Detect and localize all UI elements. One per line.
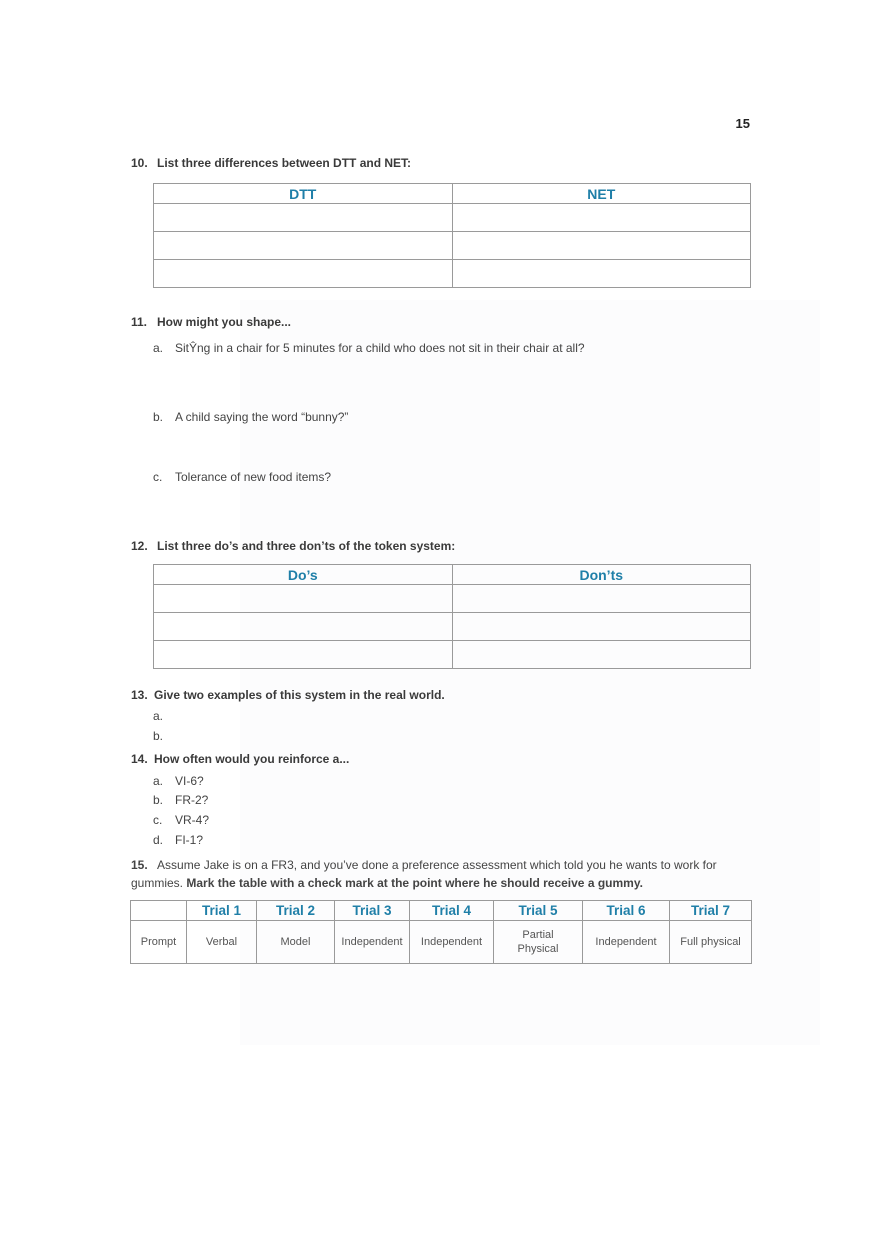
question-number: 15. xyxy=(131,858,148,872)
table-header-trial-6: Trial 6 xyxy=(583,901,670,921)
page-number: 15 xyxy=(735,116,750,131)
question-number: 10. xyxy=(131,156,148,170)
prompt-cell[interactable]: Independent xyxy=(335,921,410,964)
question-number: 14. xyxy=(131,752,148,766)
answer-cell[interactable] xyxy=(154,260,453,288)
list-item xyxy=(153,470,331,484)
table-header-trial-7: Trial 7 xyxy=(670,901,752,921)
prompt-cell[interactable]: Full physical xyxy=(670,921,752,964)
answer-cell[interactable] xyxy=(452,613,751,641)
prompt-cell[interactable]: Independent xyxy=(583,921,670,964)
question-text: Give two examples of this system in the real world. xyxy=(154,688,445,702)
item-label: b. xyxy=(153,410,164,424)
question-12 xyxy=(131,539,455,553)
question-11 xyxy=(131,315,291,329)
answer-cell[interactable] xyxy=(452,204,751,232)
item-text: FR-2? xyxy=(175,793,209,807)
list-item xyxy=(153,774,204,788)
answer-cell[interactable] xyxy=(154,232,453,260)
table-header-net: NET xyxy=(452,184,751,204)
answer-cell[interactable] xyxy=(154,204,453,232)
answer-cell[interactable] xyxy=(154,641,453,669)
table-header-trial-3: Trial 3 xyxy=(335,901,410,921)
list-item xyxy=(153,793,208,807)
prompt-cell[interactable]: Verbal xyxy=(187,921,257,964)
prompt-cell[interactable]: Independent xyxy=(410,921,494,964)
question-14 xyxy=(131,752,349,766)
question-15 xyxy=(131,856,741,892)
question-text: List three do’s and three don’ts of the token system: xyxy=(157,539,456,553)
answer-cell[interactable] xyxy=(452,641,751,669)
item-label: c. xyxy=(153,470,163,484)
list-item xyxy=(153,833,203,847)
question-number: 13. xyxy=(131,688,148,702)
table-row xyxy=(131,921,752,964)
question-10 xyxy=(131,156,411,170)
question-text: How might you shape... xyxy=(157,315,292,329)
question-text: List three differences between DTT and NET: xyxy=(157,156,412,170)
table-header-trial-5: Trial 5 xyxy=(494,901,583,921)
question-13 xyxy=(131,688,445,702)
item-text: VR-4? xyxy=(175,813,210,827)
list-item xyxy=(153,341,585,355)
table-header-blank xyxy=(131,901,187,921)
item-text: Tolerance of new food items? xyxy=(175,470,332,484)
question-text: Assume Jake is on a FR3, and you’ve done a preference assessment which told you he wants to work for gummies. xyxy=(131,858,717,890)
answer-cell[interactable] xyxy=(154,585,453,613)
answer-cell[interactable] xyxy=(452,260,751,288)
prompt-cell[interactable]: Model xyxy=(257,921,335,964)
answer-cell[interactable] xyxy=(452,232,751,260)
list-item[interactable] xyxy=(153,709,175,723)
item-label: a. xyxy=(153,709,164,723)
item-label: a. xyxy=(153,774,164,788)
item-label: c. xyxy=(153,813,163,827)
table-header-trial-4: Trial 4 xyxy=(410,901,494,921)
list-item xyxy=(153,410,348,424)
trials-table xyxy=(130,900,752,964)
item-label: b. xyxy=(153,793,164,807)
dtt-net-table xyxy=(153,183,751,288)
prompt-cell[interactable]: Partial Physical xyxy=(494,921,583,964)
item-label: a. xyxy=(153,341,164,355)
question-text: How often would you reinforce a... xyxy=(154,752,350,766)
item-text: SitŶng in a chair for 5 minutes for a child who does not sit in their chair at all? xyxy=(175,341,585,355)
list-item[interactable] xyxy=(153,729,175,743)
item-label: d. xyxy=(153,833,164,847)
table-header-trial-1: Trial 1 xyxy=(187,901,257,921)
list-item xyxy=(153,813,209,827)
item-text: FI-1? xyxy=(175,833,204,847)
item-label: b. xyxy=(153,729,164,743)
table-header-dtt: DTT xyxy=(154,184,453,204)
question-instruction: Mark the table with a check mark at the point where he should receive a gummy. xyxy=(186,876,643,890)
answer-cell[interactable] xyxy=(154,613,453,641)
table-header-trial-2: Trial 2 xyxy=(257,901,335,921)
question-number: 12. xyxy=(131,539,148,553)
question-number: 11. xyxy=(131,315,148,329)
item-text: VI-6? xyxy=(175,774,204,788)
table-header-donts: Don’ts xyxy=(452,565,751,585)
item-text: A child saying the word “bunny?” xyxy=(175,410,349,424)
table-header-dos: Do’s xyxy=(154,565,453,585)
row-label-prompt: Prompt xyxy=(131,921,187,964)
dos-donts-table xyxy=(153,564,751,669)
answer-cell[interactable] xyxy=(452,585,751,613)
